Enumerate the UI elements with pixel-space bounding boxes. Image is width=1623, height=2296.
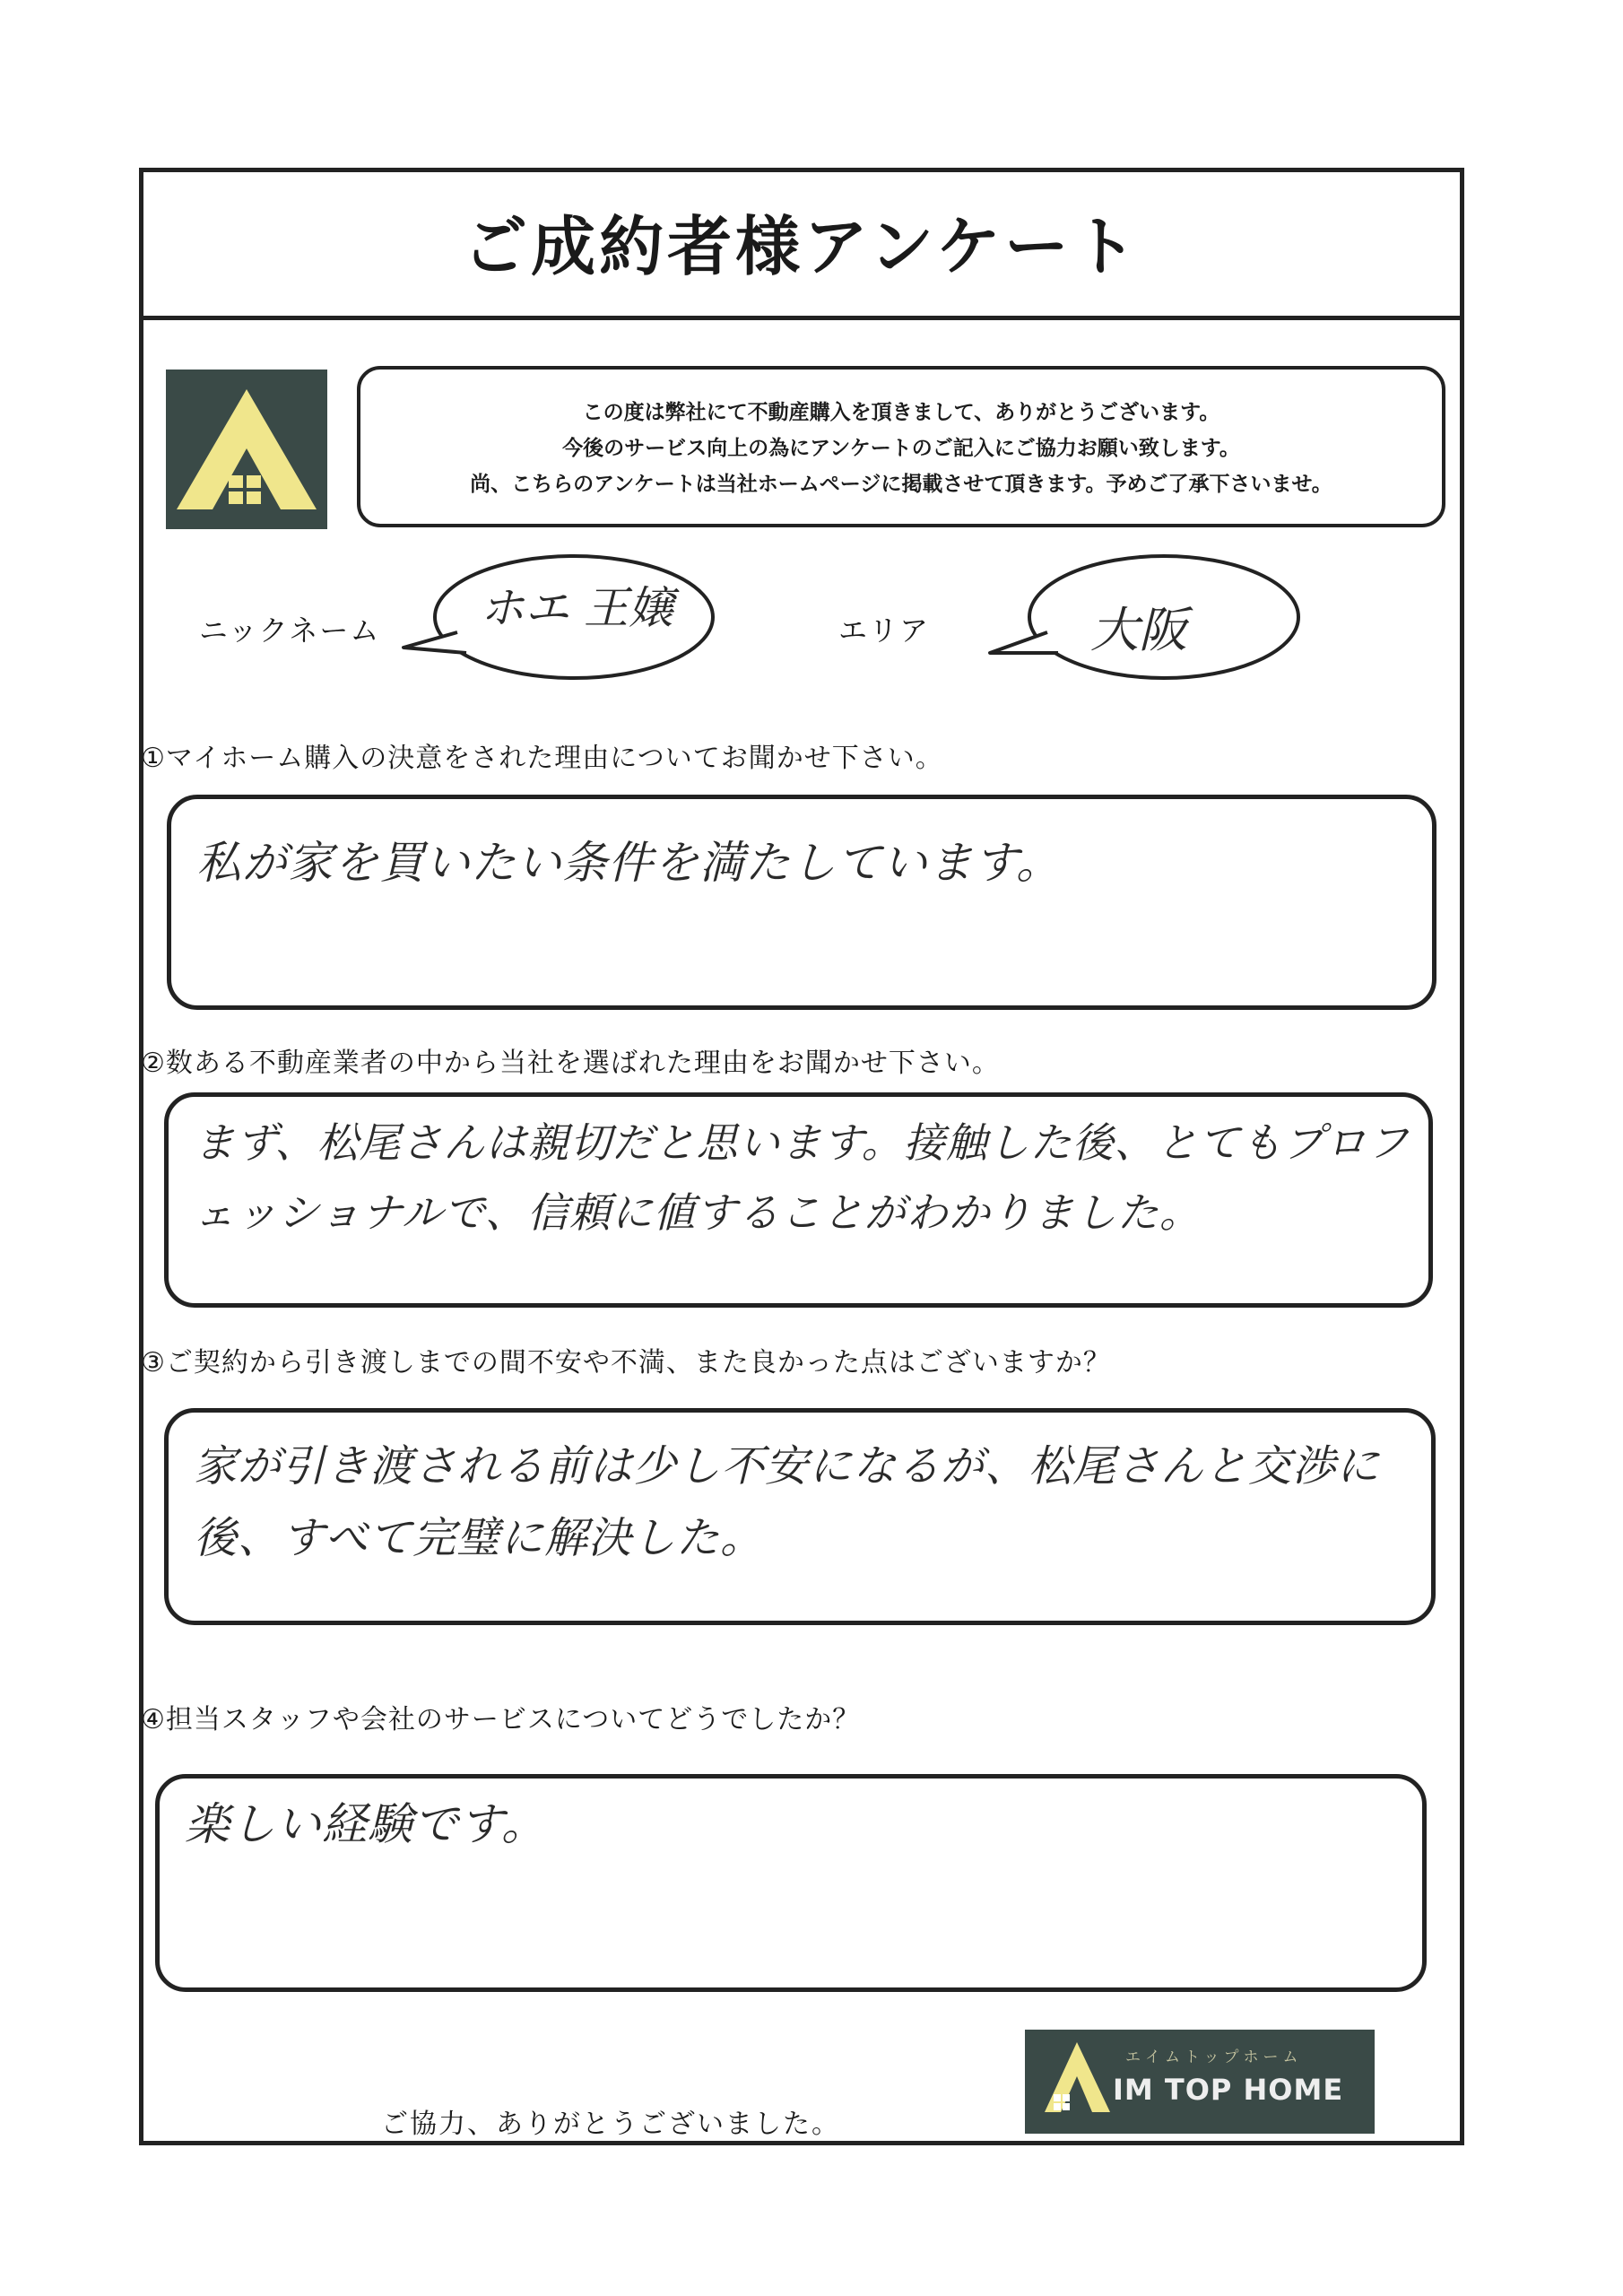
answer-4-text: 楽しい経験です。 [185,1798,547,1850]
question-2-label: ②数ある不動産業者の中から当社を選ばれた理由をお聞かせ下さい。 [141,1048,1000,1079]
question-3-label: ③ご契約から引き渡しまでの間不安や不満、また良かった点はございますか？ [141,1347,1111,1378]
notice-box [357,366,1445,527]
house-logo-icon [166,370,327,529]
answer-1-text: 私が家を買いたい条件を満たしています。 [196,837,1062,889]
area-label: エリア [838,613,931,648]
notice-line: 尚、こちらのアンケートは当社ホームページに掲載させて頂きます。予めご了承下さいませ。 [470,473,1332,496]
area-bubble [985,547,1316,691]
notice-line: 今後のサービス向上の為にアンケートのご記入にご協力お願い致します。 [562,437,1240,460]
answer-3-box [164,1408,1436,1625]
nickname-label: ニックネーム [199,613,381,648]
answer-2-text: まず、松尾さんは親切だと思います。接触した後、とてもプロフェッショナルで、信頼に値することがわかりました。 [194,1118,1410,1237]
nickname-value: ホエ 王嬢 [480,582,673,634]
brand-kana: エイムトップホーム [1125,2048,1303,2066]
brand-logo [1025,2030,1375,2134]
notice-line: この度は弊社にて不動産購入を頂きまして、ありがとうございます。 [582,401,1220,424]
answer-3-text: 家が引き渡される前は少し不安になるが、松尾さんと交渉に後、すべて完璧に解決した。 [194,1441,1381,1563]
answer-1-box [167,795,1436,1010]
thanks-text: ご協力、ありがとうございました。 [381,2109,840,2140]
title-band [139,168,1464,320]
answer-4-box [155,1774,1427,1992]
answer-2-box [164,1092,1433,1308]
area-value: 大阪 [1090,602,1187,658]
brand-name: IM TOP HOME [1113,2073,1344,2107]
question-1-label: ①マイホーム購入の決意をされた理由についてお聞かせ下さい。 [141,743,943,774]
question-4-label: ④担当スタッフや会社のサービスについてどうでしたか？ [141,1704,861,1735]
company-logo [166,370,327,529]
page-title: ご成約者様アンケート [463,209,1141,284]
house-logo-icon [1025,2030,1115,2134]
nickname-bubble [395,547,726,691]
